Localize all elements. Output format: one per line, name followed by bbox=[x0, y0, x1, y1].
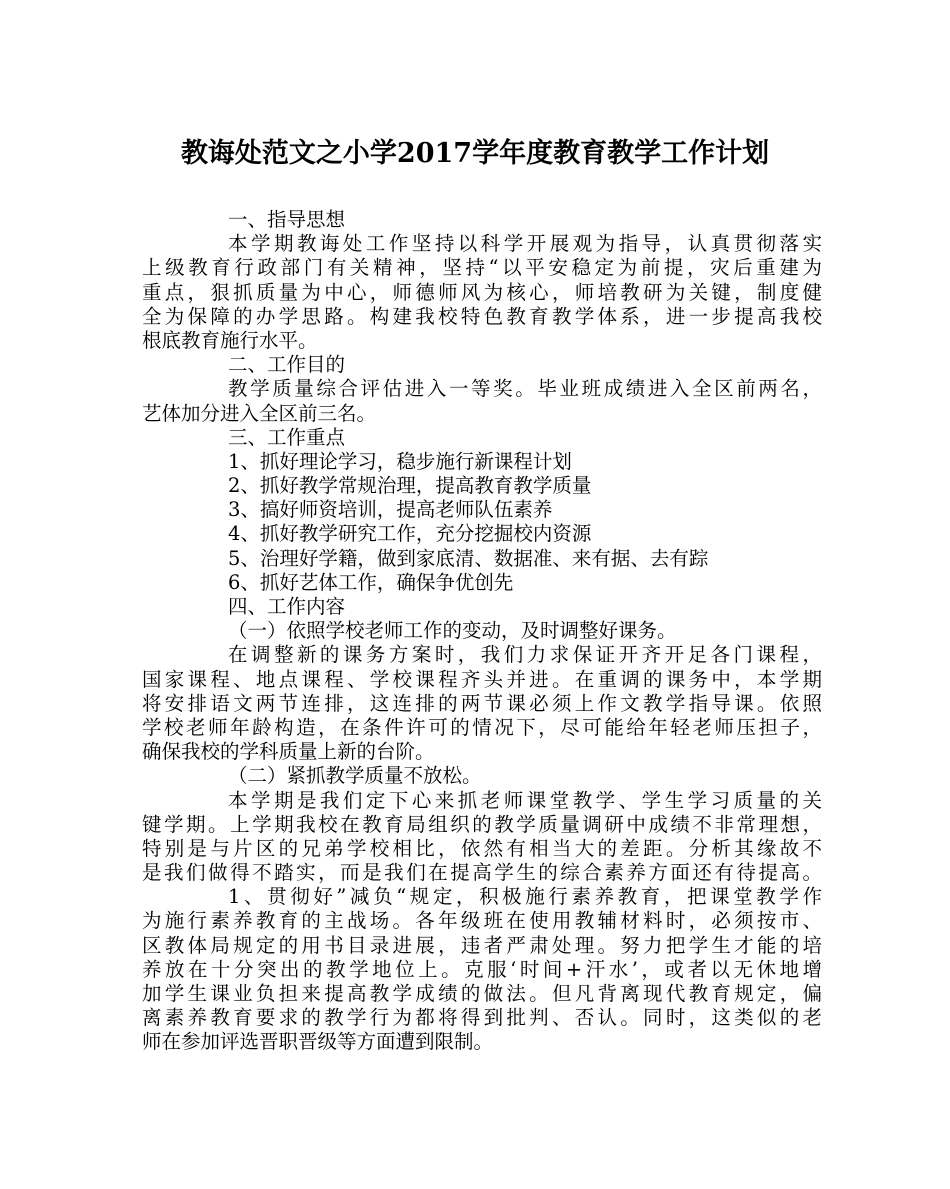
text-line: 确保我校的学科质量上新的台阶。 bbox=[142, 740, 435, 764]
text-line: 是我们做得不踏实，而是我们在提高学生的综合素养方面还有待提高。 bbox=[142, 861, 822, 885]
text-line: 教学质量综合评估进入一等奖。毕业班成绩进入全区前两名， bbox=[228, 377, 822, 401]
document-title: 教诲处范文之小学2017学年度教育教学工作计划 bbox=[180, 138, 770, 169]
text-line: 全为保障的办学思路。构建我校特色教育教学体系，进一步提高我校 bbox=[142, 304, 822, 328]
text-line: 四、工作内容 bbox=[228, 595, 346, 618]
text-line: 根底教育施行水平。 bbox=[142, 328, 318, 352]
text-line: （一）依照学校老师工作的变动，及时调整好课务。 bbox=[228, 619, 677, 643]
text-line: 1、抓好理论学习，稳步施行新课程计划 bbox=[228, 449, 572, 473]
text-line: 在调整新的课务方案时，我们力求保证开齐开足各门课程， bbox=[228, 643, 822, 667]
text-line: 4、抓好教学研究工作，充分挖掘校内资源 bbox=[228, 522, 592, 546]
text-line: 加学生课业负担来提高教学成绩的做法。但凡背离现代教育规定，偏 bbox=[142, 982, 822, 1005]
text-line: 养放在十分突出的教学地位上。克服‘时间+汗水’，或者以无休地增 bbox=[142, 957, 822, 981]
text-line: 国家课程、地点课程、学校课程齐头并进。在重调的课务中，本学期 bbox=[142, 667, 822, 691]
text-line: 三、工作重点 bbox=[228, 425, 346, 449]
text-line: 艺体加分进入全区前三名。 bbox=[142, 401, 377, 425]
text-line: 为施行素养教育的主战场。各年级班在使用教辅材料时，必须按市、 bbox=[142, 909, 822, 933]
text-line: 3、搞好师资培训，提高老师队伍素养 bbox=[228, 498, 553, 522]
text-line: 键学期。上学期我校在教育局组织的教学质量调研中成绩不非常理想， bbox=[142, 812, 822, 836]
text-line: 师在参加评选晋职晋级等方面遭到限制。 bbox=[142, 1030, 494, 1054]
text-line: 学校老师年龄构造，在条件许可的情况下，尽可能给年轻老师压担子， bbox=[142, 715, 822, 739]
text-line: 重点，狠抓质量为中心，师德师风为核心，师培教研为关键，制度健 bbox=[142, 280, 822, 304]
text-line: 特别是与片区的兄弟学校相比，依然有相当大的差距。分析其缘故不 bbox=[142, 836, 822, 860]
document-body bbox=[142, 208, 822, 1055]
text-line: 6、抓好艺体工作，确保争优创先 bbox=[228, 570, 514, 594]
text-line: 上级教育行政部门有关精神，坚持“以平安稳定为前提，灾后重建为 bbox=[142, 256, 822, 280]
text-line: 区教体局规定的用书目录进展，违者严肃处理。努力把学生才能的培 bbox=[142, 933, 822, 957]
text-line: 二、工作目的 bbox=[228, 353, 346, 377]
text-line: 一、指导思想 bbox=[228, 208, 346, 231]
text-line: 本学期是我们定下心来抓老师课堂教学、学生学习质量的关 bbox=[228, 788, 822, 812]
text-line: （二）紧抓教学质量不放松。 bbox=[228, 764, 482, 788]
text-line: 将安排语文两节连排，这连排的两节课必须上作文教学指导课。依照 bbox=[142, 691, 822, 715]
text-line: 离素养教育要求的教学行为都将得到批判、否认。同时，这类似的老 bbox=[142, 1006, 822, 1030]
text-line: 2、抓好教学常规治理，提高教育教学质量 bbox=[228, 474, 592, 498]
text-line: 本学期教诲处工作坚持以科学开展观为指导，认真贯彻落实 bbox=[228, 232, 822, 256]
text-line: 1、贯彻好”减负“规定，积极施行素养教育，把课堂教学作 bbox=[228, 885, 822, 909]
text-line: 5、治理好学籍，做到家底清、数据准、来有据、去有踪 bbox=[228, 546, 709, 570]
